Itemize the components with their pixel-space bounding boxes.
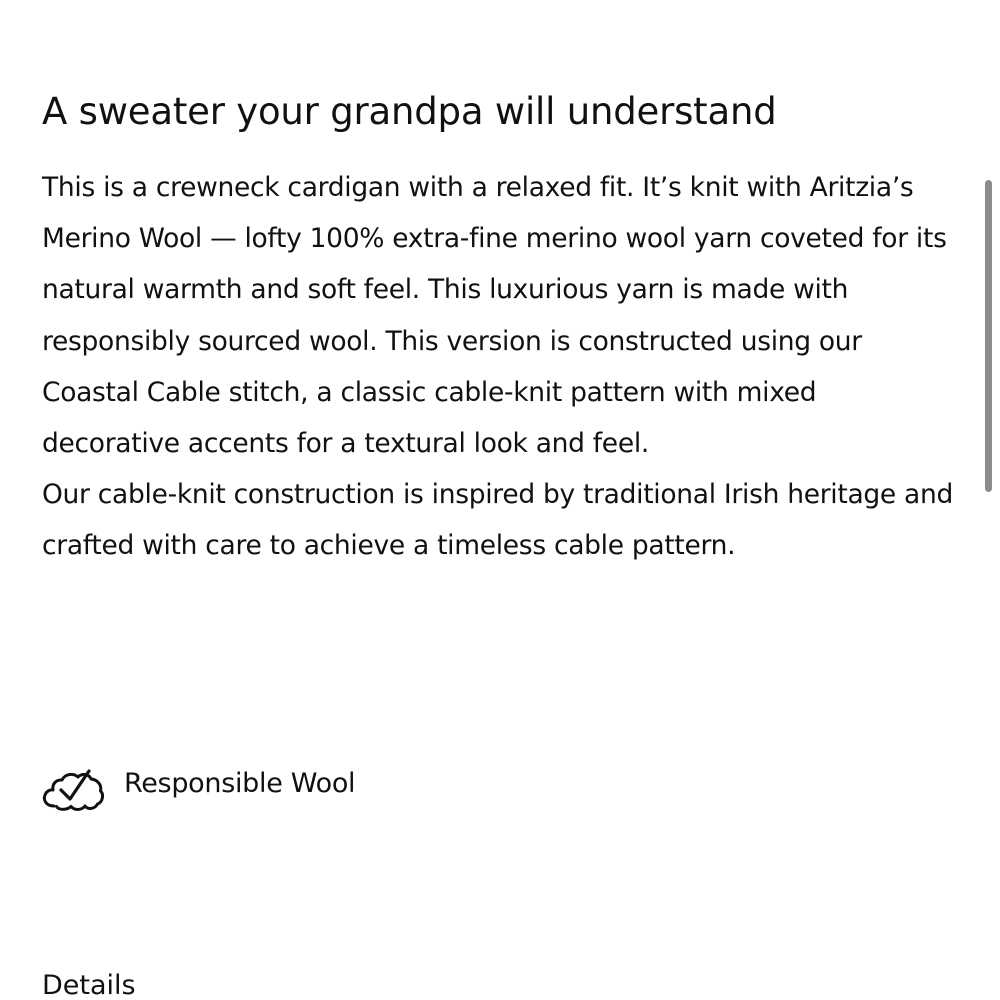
details-link[interactable]: Details xyxy=(42,970,136,1000)
description-paragraph-2: Our cable-knit construction is inspired by traditional Irish heritage and crafted with care to achieve a timeless cable pattern. xyxy=(42,479,953,562)
cloud-check-icon xyxy=(42,765,104,815)
badge-label: Responsible Wool xyxy=(124,767,356,799)
responsible-wool-badge xyxy=(42,762,355,818)
scrollbar-thumb[interactable] xyxy=(985,180,992,492)
description-paragraph-1: This is a crewneck cardigan with a relaxed fit. It’s knit with Aritzia’s Merino Wool — lofty 100% extra-fine merino wool yarn coveted for its natural warmth and soft feel. This luxurious yarn is made with responsibly sourced wool. This version is constructed using our Coastal Cable stitch, a classic cable-knit pattern with mixed decorative accents for a textural look and feel. xyxy=(42,172,947,460)
product-description xyxy=(42,162,957,572)
section-title: A sweater your grandpa will understand xyxy=(42,90,777,133)
